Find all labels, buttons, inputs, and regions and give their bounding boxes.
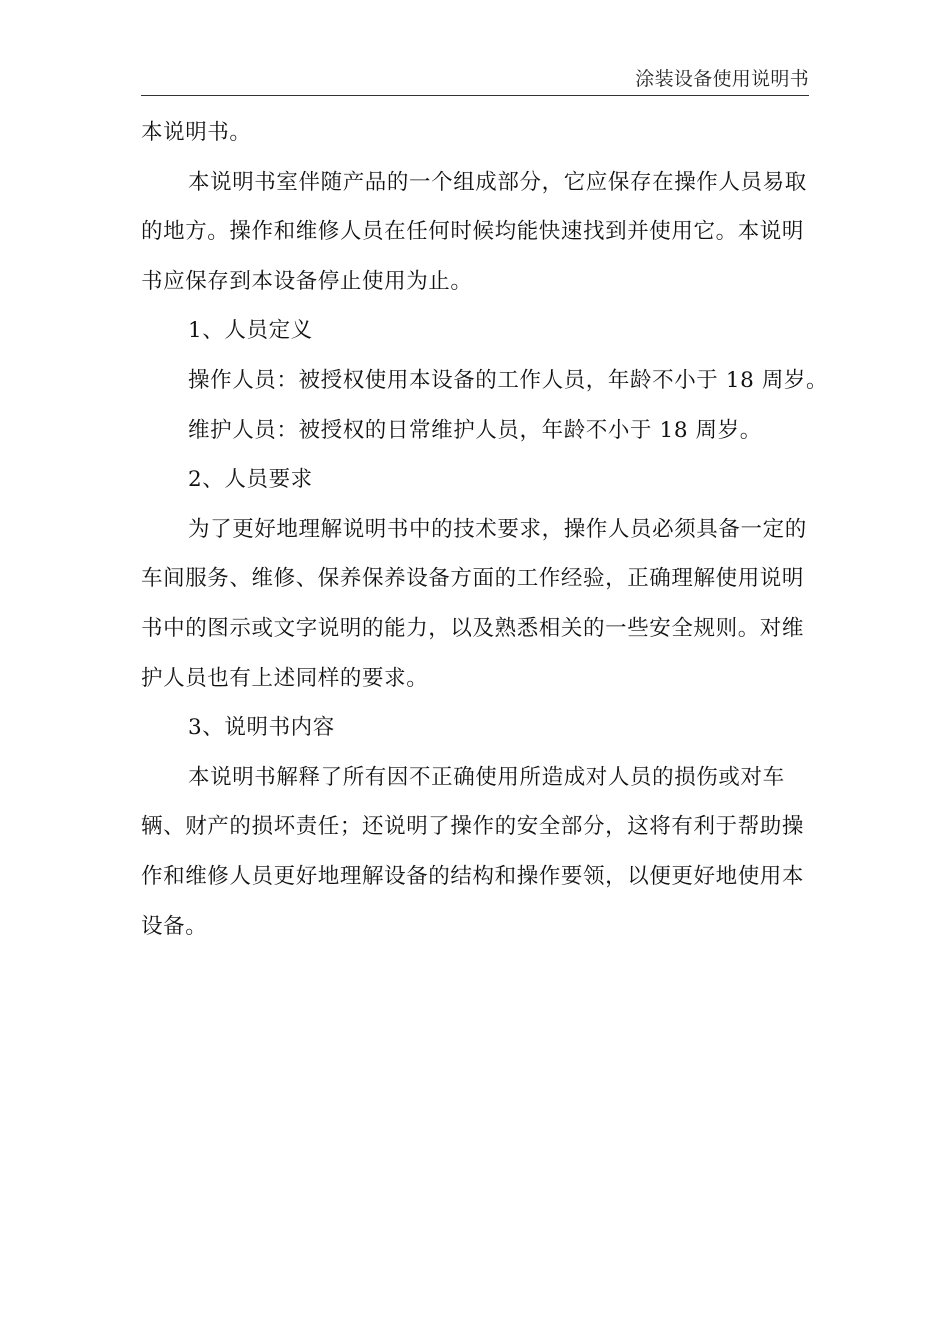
paragraph-line: 本说明书解释了所有因不正确使用所造成对人员的损伤或对车: [188, 764, 785, 790]
paragraph-line: 本说明书室伴随产品的一个组成部分，它应保存在操作人员易取: [188, 169, 807, 195]
paragraph-line: 为了更好地理解说明书中的技术要求，操作人员必须具备一定的: [188, 516, 807, 542]
paragraph-line: 设备。: [141, 913, 208, 939]
paragraph-line: 护人员也有上述同样的要求。: [141, 665, 429, 691]
section-heading-personnel-definition: 1、人员定义: [188, 318, 313, 344]
paragraph-line: 车间服务、维修、保养保养设备方面的工作经验，正确理解使用说明: [141, 566, 805, 592]
paragraph-line: 作和维修人员更好地理解设备的结构和操作要领，以便更好地使用本: [141, 863, 805, 889]
paragraph-line: 操作人员：被授权使用本设备的工作人员，年龄不小于 18 周岁。: [188, 367, 829, 393]
section-heading-manual-contents: 3、说明书内容: [188, 715, 335, 741]
document-body: [141, 113, 829, 956]
paragraph-line: 维护人员：被授权的日常维护人员，年龄不小于 18 周岁。: [188, 417, 762, 443]
paragraph-line: 的地方。操作和维修人员在任何时候均能快速找到并使用它。本说明: [141, 219, 805, 245]
paragraph-line: 本说明书。: [141, 120, 252, 145]
paragraph-line: 书应保存到本设备停止使用为止。: [141, 268, 473, 294]
page-header: [141, 62, 809, 96]
paragraph-line: 辆、财产的损坏责任；还说明了操作的安全部分，这将有利于帮助操: [141, 814, 805, 840]
paragraph-line: 书中的图示或文字说明的能力，以及熟悉相关的一些安全规则。对维: [141, 615, 805, 641]
section-heading-personnel-requirements: 2、人员要求: [188, 467, 313, 493]
header-title: 涂装设备使用说明书: [635, 68, 809, 90]
